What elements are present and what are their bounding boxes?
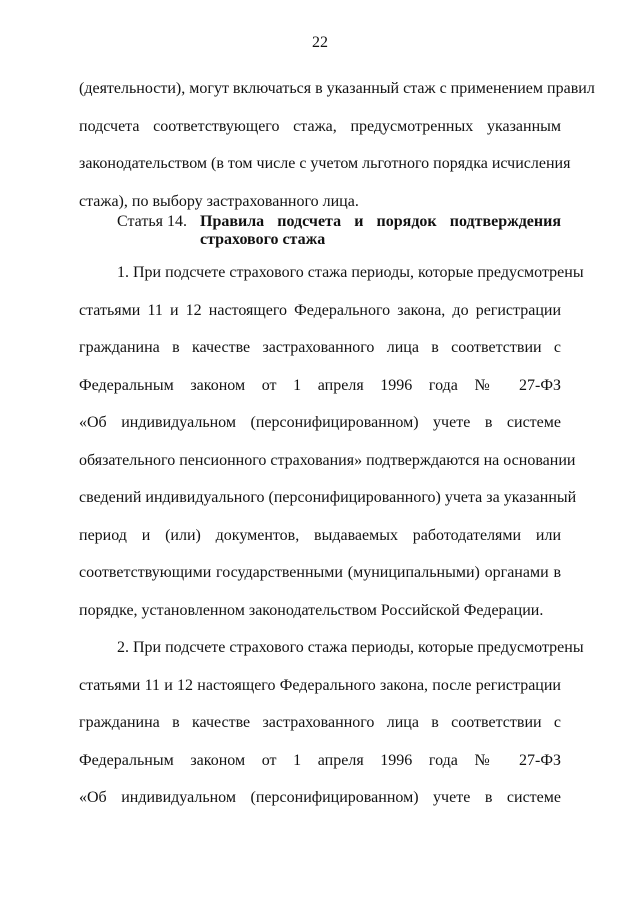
text-line: 2. При подсчете страхового стажа периоды, которые предусмотрены — [117, 639, 584, 656]
article-title-line: страхового стажа — [200, 231, 326, 248]
article-title — [200, 213, 561, 249]
article-body — [79, 254, 584, 817]
text-line: сведений индивидуального (персонифицированного) учета за указанный — [79, 489, 577, 506]
article-title-line: Правила подсчета и порядок подтверждения — [200, 213, 561, 230]
text-line: статьями 11 и 12 настоящего Федерального закона, до регистрации — [79, 301, 561, 319]
article-label: Статья 14. — [117, 213, 187, 230]
text-line: подсчета соответствующего стажа, предусмотренных указанным — [79, 117, 561, 135]
text-line: «Об индивидуальном (персонифицированном) учете в системе — [79, 789, 561, 806]
text-line: соответствующими государственными (муниципальными) органами в — [79, 564, 561, 581]
text-line: порядке, установленном законодательством Российской Федерации. — [79, 601, 544, 619]
text-line: Федеральным законом от 1 апреля 1996 года № 27-ФЗ — [79, 376, 561, 394]
text-line: период и (или) документов, выдаваемых работодателями или — [79, 526, 561, 544]
text-line: законодательством (в том числе с учетом льготного порядка исчисления — [79, 155, 571, 172]
text-line: Федеральным законом от 1 апреля 1996 года № 27-ФЗ — [79, 751, 561, 769]
page-number: 22 — [312, 34, 328, 51]
text-line: стажа), по выбору застрахованного лица. — [79, 192, 359, 210]
text-line: 1. При подсчете страхового стажа периоды, которые предусмотрены — [117, 264, 584, 281]
text-line: статьями 11 и 12 настоящего Федерального закона, после регистрации — [79, 676, 561, 694]
text-line: гражданина в качестве застрахованного лица в соответствии с — [79, 339, 561, 356]
text-line: обязательного пенсионного страхования» подтверждаются на основании — [79, 451, 576, 469]
text-line: (деятельности), могут включаться в указанный стаж с применением правил — [79, 80, 595, 97]
intro-paragraph — [79, 70, 595, 220]
text-line: «Об индивидуальном (персонифицированном) учете в системе — [79, 414, 561, 431]
text-line: гражданина в качестве застрахованного лица в соответствии с — [79, 714, 561, 731]
